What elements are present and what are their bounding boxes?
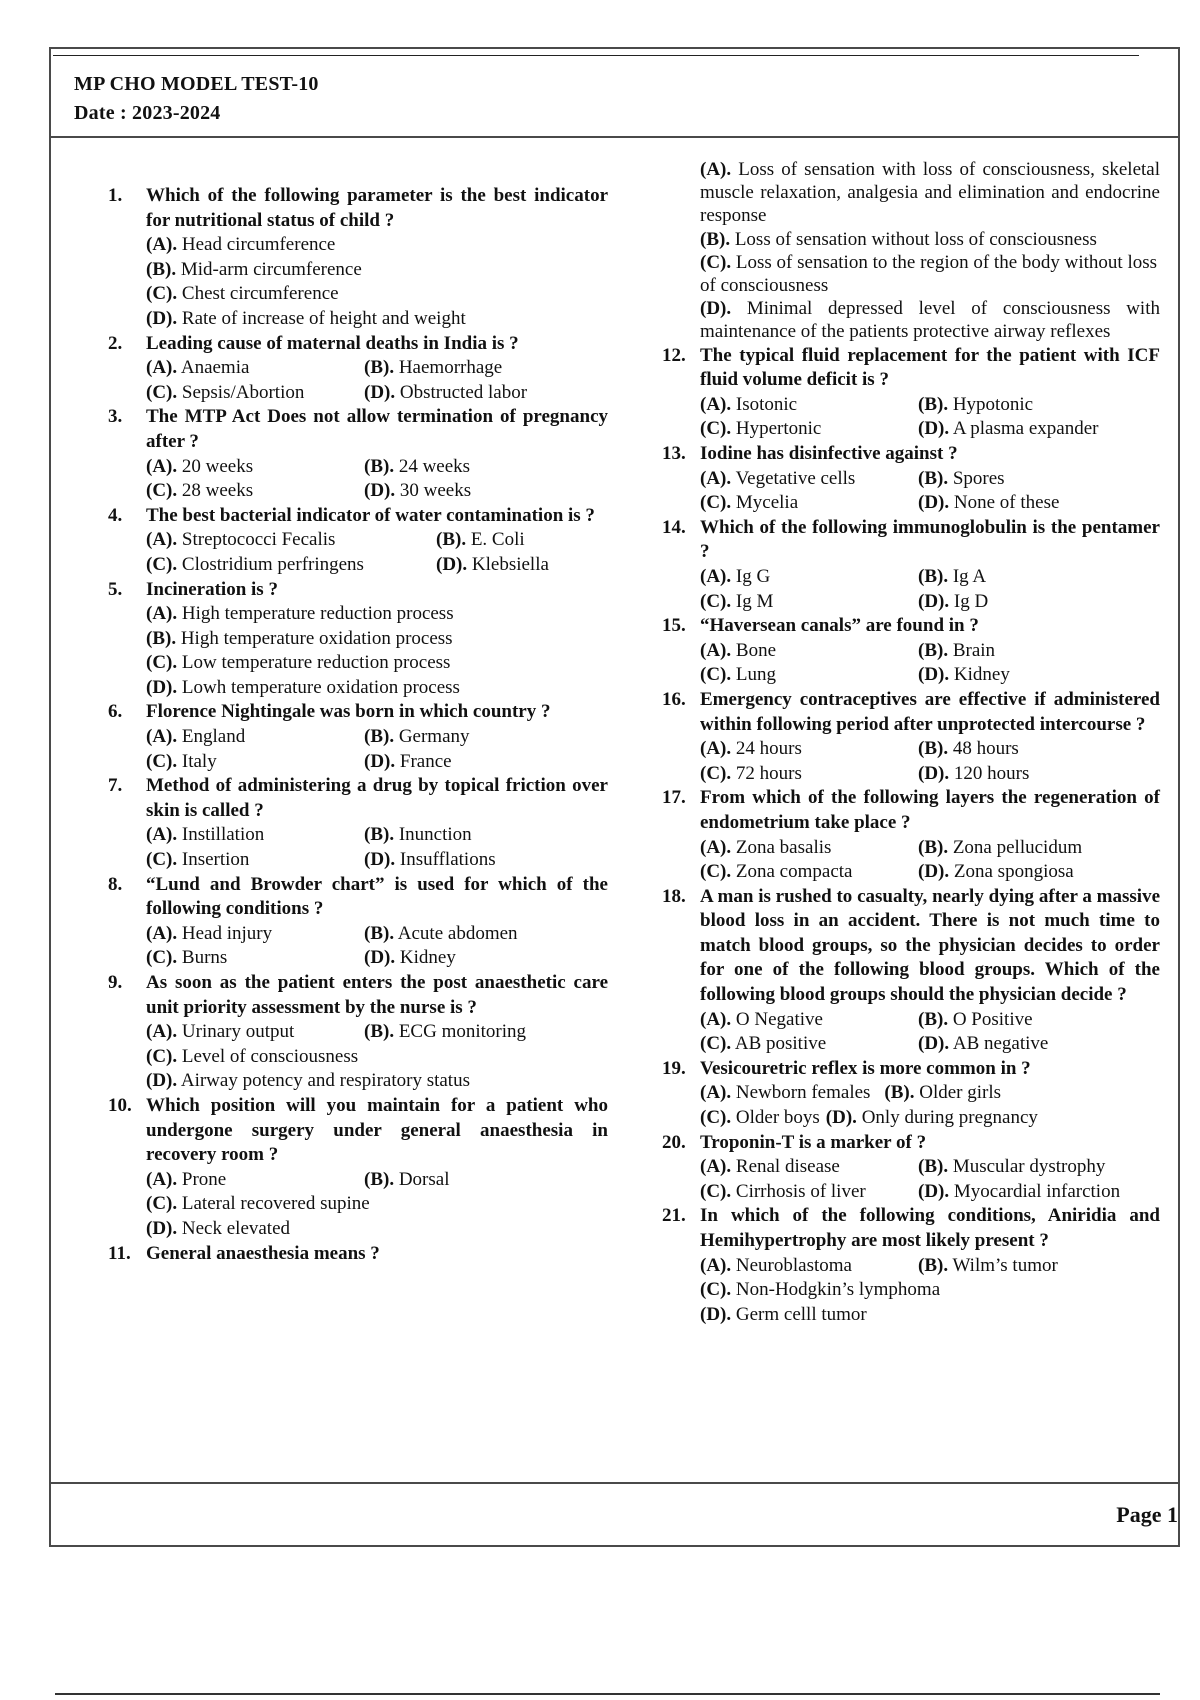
question-stem bbox=[662, 442, 1160, 467]
question-text: A man is rushed to casualty, nearly dying after a massive blood loss in an accident. There is not much time to match blood groups, so the physician decides to order for one of the following blood groups. Which of the following blood groups should the physician decide ? bbox=[700, 885, 1160, 1006]
option-b[interactable]: (B). Zona pellucidum bbox=[918, 836, 1083, 858]
option-a[interactable]: (A). High temperature reduction process bbox=[146, 603, 454, 625]
question-number: 4. bbox=[108, 504, 123, 526]
options bbox=[108, 602, 608, 700]
option-b[interactable]: (B). Ig A bbox=[918, 565, 987, 587]
option-d[interactable]: (D). Ig D bbox=[918, 590, 989, 612]
header-divider bbox=[49, 136, 1180, 138]
option-a[interactable]: (A). O Negative bbox=[700, 1008, 823, 1030]
question-stem bbox=[108, 332, 608, 357]
option-b[interactable]: (B). Germany bbox=[364, 726, 470, 748]
question-text: Which position will you maintain for a patient who undergone surgery under general anaesthesia in recovery room ? bbox=[146, 1094, 608, 1166]
question-text: Vesicouretric reflex is more common in ? bbox=[700, 1057, 1031, 1079]
question-number: 21. bbox=[662, 1205, 686, 1227]
question-9 bbox=[108, 971, 608, 1094]
option-b[interactable]: (B). O Positive bbox=[918, 1008, 1033, 1030]
question-stem bbox=[662, 786, 1160, 835]
options bbox=[108, 455, 608, 504]
question-text: Which of the following parameter is the best indicator for nutritional status of child ? bbox=[146, 185, 608, 231]
options bbox=[662, 565, 1160, 614]
option-a[interactable]: (A). Streptococci Fecalis bbox=[146, 529, 336, 551]
option-d[interactable]: (D). Germ celll tumor bbox=[700, 1303, 867, 1325]
option-d[interactable]: (D). Rate of increase of height and weight bbox=[146, 307, 466, 329]
option-d[interactable]: (D). Obstructed labor bbox=[364, 381, 528, 403]
option-c[interactable]: (C). Zona compacta bbox=[700, 861, 853, 883]
question-number: 3. bbox=[108, 406, 123, 428]
option-a[interactable]: (A). Head injury bbox=[146, 922, 273, 944]
test-title: MP CHO MODEL TEST-10 bbox=[74, 73, 319, 95]
question-number: 9. bbox=[108, 972, 123, 993]
option-c[interactable]: (C). Hypertonic bbox=[700, 418, 822, 440]
question-stem bbox=[662, 688, 1160, 737]
question-stem bbox=[662, 1057, 1160, 1082]
option-c[interactable]: (C). Clostridium perfringens bbox=[146, 553, 364, 575]
option-c[interactable]: (C). Lateral recovered supine bbox=[146, 1193, 370, 1215]
option-a[interactable]: (A). Loss of sensation with loss of consciousness, skeletal muscle relaxation, analgesia and elimination and endocrine response bbox=[700, 159, 1161, 227]
question-stem bbox=[662, 344, 1160, 393]
question-number: 13. bbox=[662, 443, 686, 464]
question-stem bbox=[662, 1204, 1160, 1253]
question-text: “Lund and Browder chart” is used for which of the following conditions ? bbox=[146, 873, 608, 920]
option-b[interactable]: (B). ECG monitoring bbox=[364, 1021, 527, 1043]
question-11 bbox=[108, 1242, 608, 1267]
question-stem bbox=[108, 873, 608, 922]
question-text: General anaesthesia means ? bbox=[146, 1242, 380, 1264]
option-d[interactable]: (D). Lowh temperature oxidation process bbox=[146, 676, 460, 698]
option-d[interactable]: (D). Myocardial infarction bbox=[918, 1180, 1121, 1202]
question-number: 18. bbox=[662, 885, 686, 907]
question-number: 17. bbox=[662, 787, 686, 809]
option-c[interactable]: (C). Chest circumference bbox=[146, 283, 339, 305]
options bbox=[108, 528, 608, 577]
bottom-rule bbox=[55, 1693, 1160, 1695]
question-text: The MTP Act Does not allow termination of pregnancy after ? bbox=[146, 406, 608, 452]
question-1 bbox=[108, 184, 608, 332]
option-c[interactable]: (C). 72 hours bbox=[700, 762, 802, 784]
question-11-options bbox=[662, 158, 1160, 344]
question-text: Florence Nightingale was born in which country ? bbox=[146, 701, 551, 723]
option-c[interactable]: (C). Italy bbox=[146, 750, 217, 772]
question-number: 14. bbox=[662, 516, 686, 538]
question-number: 20. bbox=[662, 1131, 686, 1153]
option-b[interactable]: (B). 24 weeks bbox=[364, 455, 471, 477]
question-text: As soon as the patient enters the post anaesthetic care unit priority assessment by the nurse is ? bbox=[146, 972, 608, 1018]
option-c[interactable]: (C). Sepsis/Abortion bbox=[146, 381, 305, 403]
option-b[interactable]: (B). Older girls bbox=[884, 1082, 1002, 1104]
option-a[interactable]: (A). Isotonic bbox=[700, 393, 798, 415]
question-14 bbox=[662, 516, 1160, 614]
question-number: 10. bbox=[108, 1094, 132, 1116]
option-b[interactable]: (B). Spores bbox=[918, 467, 1005, 489]
options bbox=[662, 836, 1160, 885]
header-top-rule bbox=[53, 55, 1139, 56]
question-text: “Haversean canals” are found in ? bbox=[700, 615, 979, 637]
option-c[interactable]: (C). Cirrhosis of liver bbox=[700, 1180, 866, 1202]
option-c[interactable]: (C). Loss of sensation to the region of the body without loss of consciousness bbox=[700, 251, 1158, 297]
question-8 bbox=[108, 873, 608, 971]
question-18 bbox=[662, 885, 1160, 1057]
options bbox=[662, 737, 1160, 786]
option-a[interactable]: (A). Zona basalis bbox=[700, 836, 832, 858]
option-d[interactable]: (D). Kidney bbox=[918, 664, 1010, 686]
options bbox=[662, 1155, 1160, 1204]
option-a[interactable]: (A). 20 weeks bbox=[146, 455, 254, 477]
options bbox=[662, 393, 1160, 442]
question-number: 11. bbox=[108, 1242, 131, 1264]
option-c[interactable]: (C). Level of consciousness bbox=[146, 1045, 359, 1067]
option-c[interactable]: (C). Low temperature reduction process bbox=[146, 652, 451, 674]
option-d[interactable]: (D). Neck elevated bbox=[146, 1217, 291, 1239]
option-a[interactable]: (A). Renal disease bbox=[700, 1156, 840, 1178]
question-17 bbox=[662, 786, 1160, 884]
option-b[interactable]: (B). 48 hours bbox=[918, 738, 1019, 760]
option-d[interactable]: (D). 120 hours bbox=[918, 762, 1030, 784]
option-b[interactable]: (B). Inunction bbox=[364, 824, 472, 846]
options bbox=[108, 922, 608, 971]
option-b[interactable]: (B). Loss of sensation without loss of consciousness bbox=[700, 228, 1097, 250]
option-a[interactable]: (A). Vegetative cells bbox=[700, 467, 856, 489]
question-number: 6. bbox=[108, 701, 123, 723]
option-c[interactable]: (C). Older boys bbox=[700, 1107, 820, 1129]
option-b[interactable]: (B). Acute abdomen bbox=[364, 922, 518, 944]
question-text: In which of the following conditions, Aniridia and Hemihypertrophy are most likely present ? bbox=[700, 1205, 1160, 1251]
option-b[interactable]: (B). Muscular dystrophy bbox=[918, 1156, 1106, 1178]
option-c[interactable]: (C). Mycelia bbox=[700, 492, 799, 514]
question-number: 19. bbox=[662, 1057, 686, 1079]
option-a[interactable]: (A). Bone bbox=[700, 639, 776, 661]
options bbox=[108, 356, 608, 405]
option-d[interactable]: (D). France bbox=[364, 750, 452, 772]
options bbox=[662, 1254, 1160, 1328]
question-13 bbox=[662, 442, 1160, 516]
question-12 bbox=[662, 344, 1160, 442]
question-20 bbox=[662, 1131, 1160, 1205]
option-d[interactable]: (D). Minimal depressed level of consciousness with maintenance of the patients protective airway reflexes bbox=[700, 298, 1160, 343]
question-stem bbox=[108, 504, 608, 529]
option-a[interactable]: (A). Neuroblastoma bbox=[700, 1254, 852, 1276]
question-text: The best bacterial indicator of water contamination is ? bbox=[146, 504, 595, 526]
question-number: 15. bbox=[662, 615, 686, 637]
option-c[interactable]: (C). AB positive bbox=[700, 1033, 827, 1055]
option-d[interactable]: (D). None of these bbox=[918, 492, 1060, 514]
question-text: Iodine has disinfective against ? bbox=[700, 443, 958, 464]
option-d[interactable]: (D). Airway potency and respiratory status bbox=[146, 1070, 470, 1092]
option-d[interactable]: (D). 30 weeks bbox=[364, 480, 472, 502]
question-7 bbox=[108, 774, 608, 872]
option-b[interactable]: (B). Brain bbox=[918, 639, 996, 661]
option-d[interactable]: (D). A plasma expander bbox=[918, 418, 1099, 440]
question-10 bbox=[108, 1094, 608, 1242]
question-number: 1. bbox=[108, 185, 123, 206]
option-d[interactable]: (D). AB negative bbox=[918, 1033, 1049, 1055]
question-number: 12. bbox=[662, 344, 686, 366]
question-6 bbox=[108, 700, 608, 774]
question-text: From which of the following layers the regeneration of endometrium take place ? bbox=[700, 787, 1160, 833]
question-number: 8. bbox=[108, 873, 123, 895]
question-stem bbox=[108, 405, 608, 454]
question-4 bbox=[108, 504, 608, 578]
question-stem bbox=[662, 885, 1160, 1008]
option-d[interactable]: (D). Kidney bbox=[364, 947, 456, 969]
options bbox=[662, 1081, 1160, 1130]
option-a[interactable]: (A). Head circumference bbox=[146, 234, 336, 256]
question-stem bbox=[108, 700, 608, 725]
question-text: Which of the following immunoglobulin is the pentamer ? bbox=[700, 516, 1160, 563]
question-text: The typical fluid replacement for the patient with ICF fluid volume deficit is ? bbox=[700, 344, 1160, 391]
page-number: Page 1 bbox=[1116, 1502, 1178, 1527]
option-a[interactable]: (A). Anaemia bbox=[146, 357, 250, 379]
option-b[interactable]: (B). Wilm’s tumor bbox=[918, 1254, 1058, 1276]
option-b[interactable]: (B). E. Coli bbox=[436, 529, 525, 551]
options bbox=[108, 725, 608, 774]
options bbox=[662, 1008, 1160, 1057]
question-3 bbox=[108, 405, 608, 503]
question-number: 7. bbox=[108, 775, 123, 797]
question-text: Troponin-T is a marker of ? bbox=[700, 1131, 927, 1153]
question-stem bbox=[662, 614, 1160, 639]
option-b[interactable]: (B). Mid-arm circumference bbox=[146, 258, 362, 280]
question-number: 16. bbox=[662, 688, 686, 710]
test-date: Date : 2023-2024 bbox=[74, 102, 221, 124]
question-2 bbox=[108, 332, 608, 406]
options bbox=[108, 1168, 608, 1242]
option-d[interactable]: (D). Zona spongiosa bbox=[918, 861, 1074, 883]
question-text: Method of administering a drug by topical friction over skin is called ? bbox=[146, 775, 608, 821]
left-column bbox=[108, 158, 608, 1266]
question-stem bbox=[662, 516, 1160, 565]
question-15 bbox=[662, 614, 1160, 688]
option-a[interactable]: (A). England bbox=[146, 726, 246, 748]
option-c[interactable]: (C). Burns bbox=[146, 947, 228, 969]
options bbox=[662, 467, 1160, 516]
option-c[interactable]: (C). Non-Hodgkin’s lymphoma bbox=[700, 1279, 941, 1301]
option-c[interactable]: (C). 28 weeks bbox=[146, 480, 254, 502]
question-stem bbox=[108, 578, 608, 603]
footer-divider bbox=[49, 1482, 1180, 1484]
question-stem bbox=[108, 774, 608, 823]
question-text: Leading cause of maternal deaths in India is ? bbox=[146, 332, 519, 354]
option-b[interactable]: (B). Hypotonic bbox=[918, 393, 1034, 415]
options bbox=[108, 1020, 608, 1094]
option-a[interactable]: (A). Ig G bbox=[700, 565, 771, 587]
options bbox=[662, 639, 1160, 688]
options bbox=[108, 823, 608, 872]
option-a[interactable]: (A). 24 hours bbox=[700, 738, 802, 760]
option-d[interactable]: (D). Klebsiella bbox=[436, 553, 549, 575]
option-a[interactable]: (A). Newborn females bbox=[700, 1082, 871, 1104]
option-b[interactable]: (B). High temperature oxidation process bbox=[146, 627, 453, 649]
question-number: 2. bbox=[108, 332, 123, 354]
option-c[interactable]: (C). Lung bbox=[700, 664, 776, 686]
question-19 bbox=[662, 1057, 1160, 1131]
option-d[interactable]: (D). Insufflations bbox=[364, 849, 496, 871]
option-a[interactable]: (A). Urinary output bbox=[146, 1021, 295, 1043]
question-stem bbox=[108, 184, 608, 233]
option-c[interactable]: (C). Insertion bbox=[146, 849, 250, 871]
question-16 bbox=[662, 688, 1160, 786]
question-stem bbox=[108, 971, 608, 1020]
question-text: Incineration is ? bbox=[146, 578, 278, 600]
option-d[interactable]: (D). Only during pregnancy bbox=[825, 1107, 1038, 1129]
question-21 bbox=[662, 1204, 1160, 1327]
question-stem bbox=[662, 1131, 1160, 1156]
option-b[interactable]: (B). Dorsal bbox=[364, 1168, 450, 1190]
option-c[interactable]: (C). Ig M bbox=[700, 590, 774, 612]
question-stem bbox=[108, 1242, 608, 1267]
option-a[interactable]: (A). Prone bbox=[146, 1168, 227, 1190]
question-5 bbox=[108, 578, 608, 701]
option-b[interactable]: (B). Haemorrhage bbox=[364, 357, 503, 379]
right-column bbox=[662, 158, 1160, 1327]
option-a[interactable]: (A). Instillation bbox=[146, 824, 265, 846]
question-text: Emergency contraceptives are effective if administered within following period after unprotected intercourse ? bbox=[700, 688, 1160, 735]
options bbox=[108, 233, 608, 331]
question-number: 5. bbox=[108, 578, 123, 600]
question-stem bbox=[108, 1094, 608, 1168]
